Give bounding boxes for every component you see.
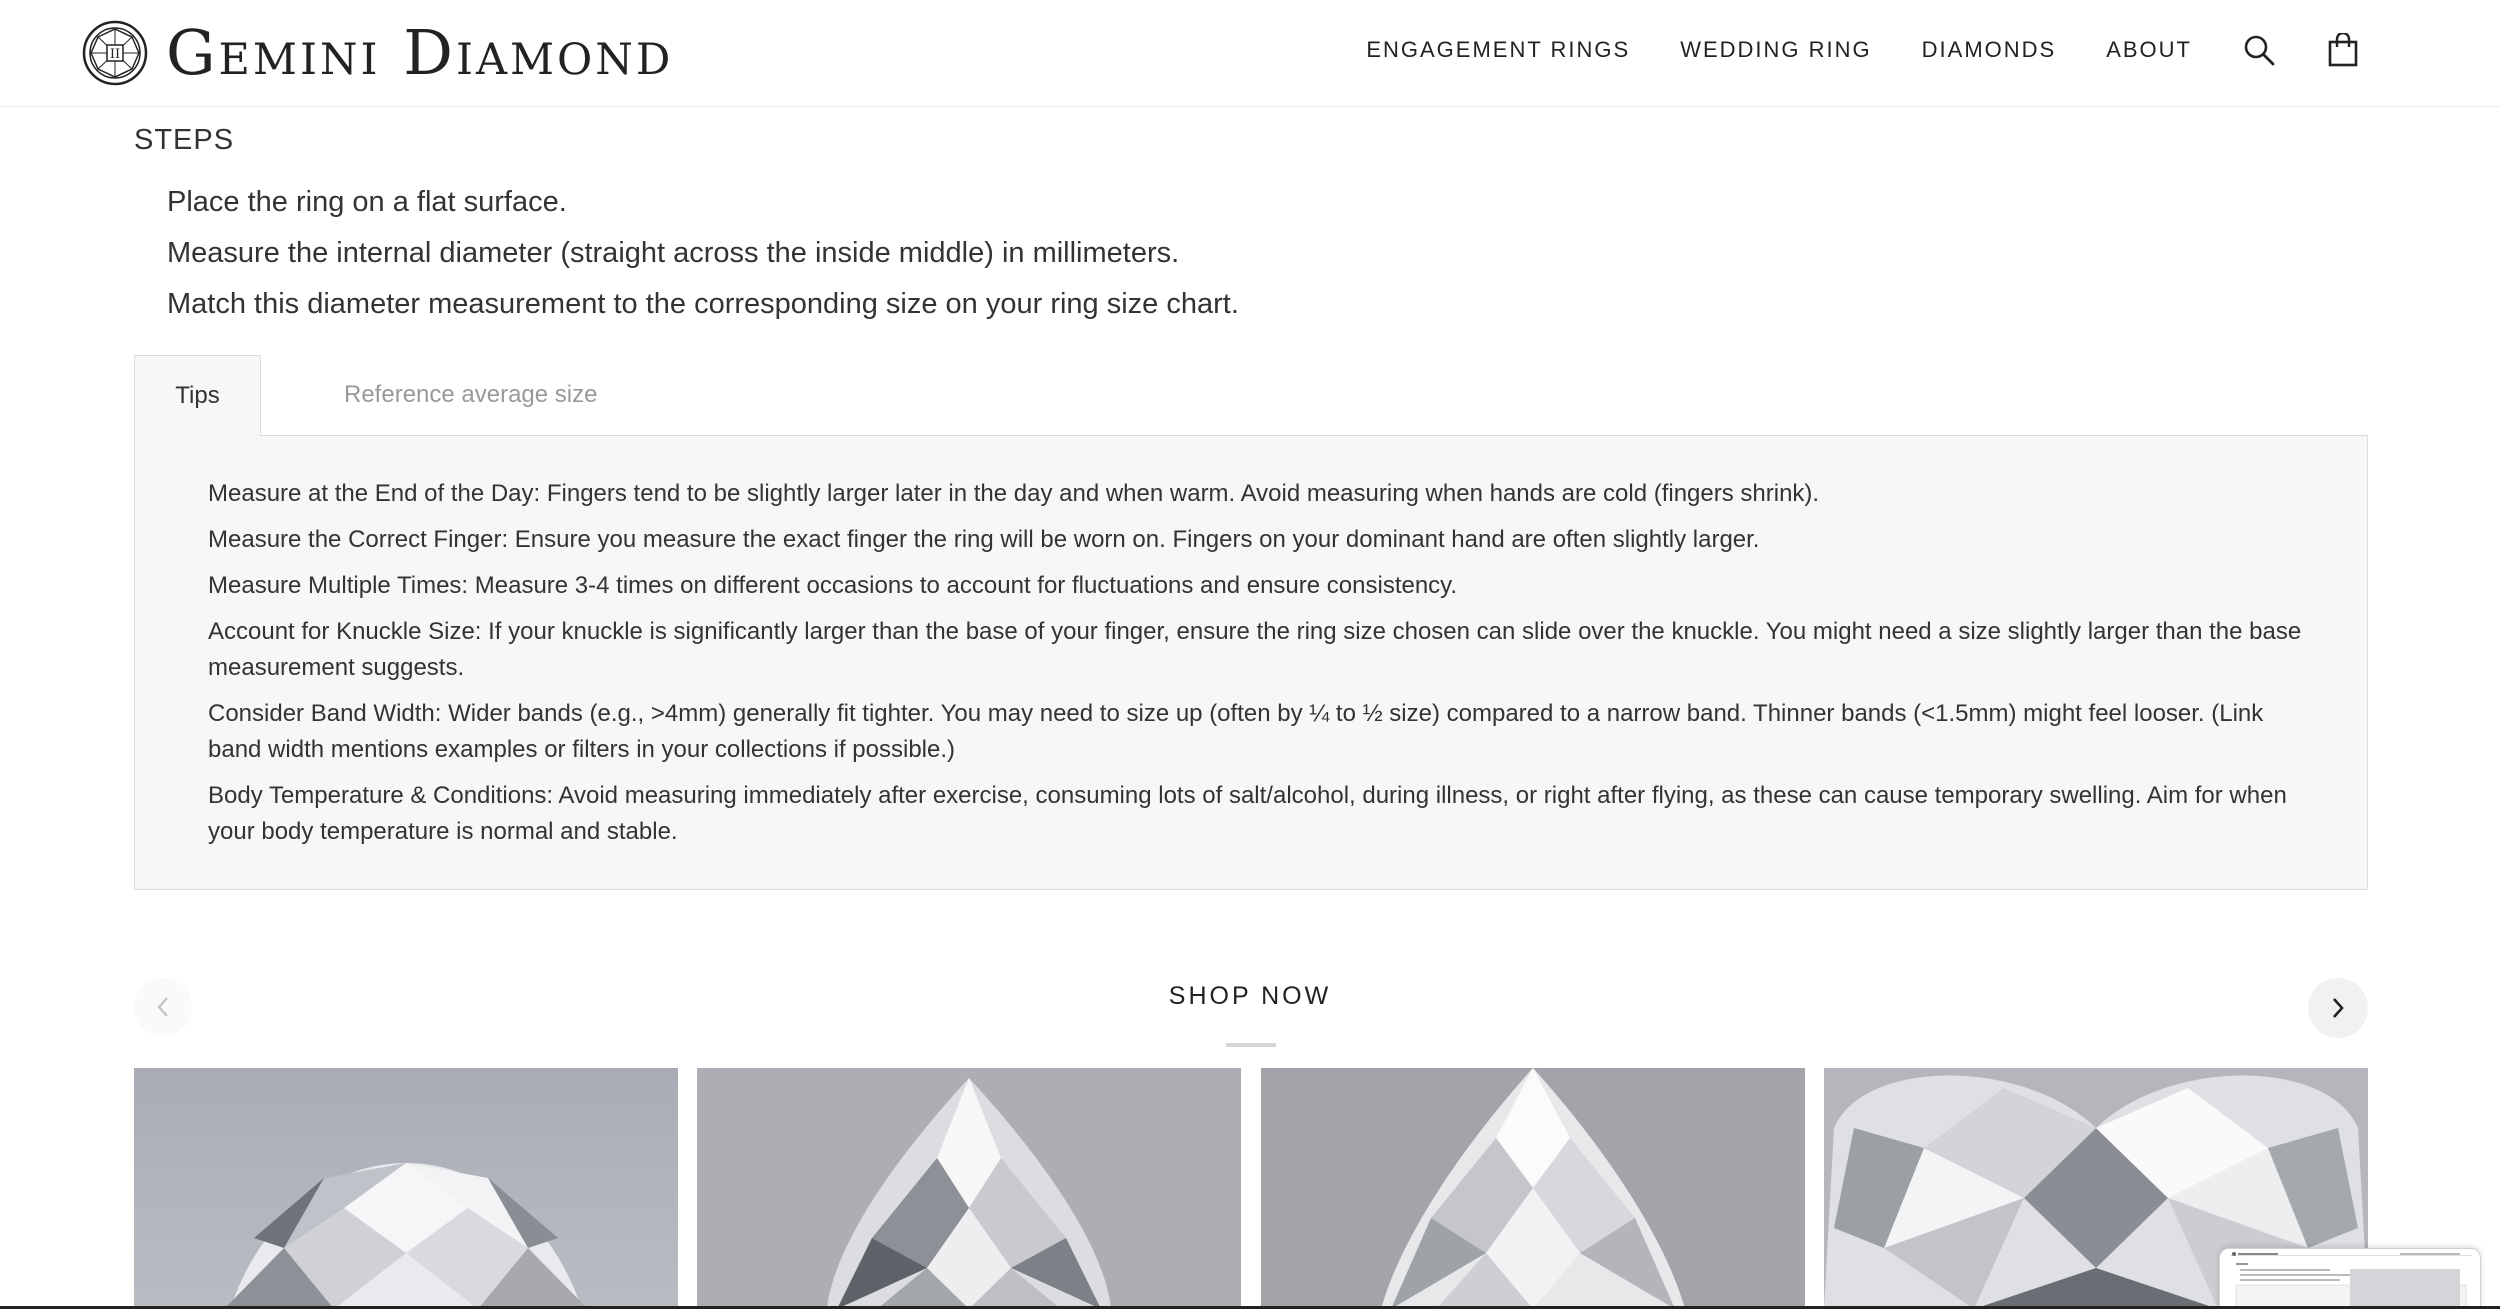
steps-list xyxy=(167,184,1239,337)
preview-thumbnail-image xyxy=(2220,1249,2481,1309)
page-preview-thumbnail[interactable] xyxy=(2219,1248,2481,1309)
step-item: Match this diameter measurement to the corresponding size on your ring size chart. xyxy=(167,288,1239,320)
tips-panel xyxy=(134,435,2368,890)
product-card-pear-diamond[interactable] xyxy=(1261,1068,1805,1309)
steps-heading: STEPS xyxy=(134,124,235,156)
carousel-prev-button[interactable] xyxy=(134,978,192,1036)
product-carousel xyxy=(134,1068,2368,1309)
product-card-marquise-diamond[interactable] xyxy=(697,1068,1241,1309)
site-header xyxy=(0,0,2500,107)
round-diamond-image xyxy=(134,1068,678,1309)
nav-wedding-ring[interactable]: WEDDING RING xyxy=(1680,37,1872,62)
step-item: Place the ring on a flat surface. xyxy=(167,186,567,218)
gemini-diamond-logo-icon xyxy=(82,20,148,86)
tip-item: Measure the Correct Finger: Ensure you measure the exact finger the ring will be worn on. Fingers on your dominant hand are often slightly larger. xyxy=(208,526,1760,553)
shop-now-heading: SHOP NOW xyxy=(1168,982,1332,1010)
tip-item: Measure Multiple Times: Measure 3-4 times on different occasions to account for fluctuations and ensure consistency. xyxy=(208,572,1458,599)
nav-about[interactable]: ABOUT xyxy=(2106,37,2192,62)
chevron-right-icon xyxy=(2329,996,2347,1020)
brand-logo[interactable] xyxy=(82,18,673,88)
shopping-bag-icon[interactable] xyxy=(2326,33,2360,67)
product-card-round-diamond[interactable] xyxy=(134,1068,678,1309)
pear-diamond-image xyxy=(1261,1068,1805,1309)
marquise-diamond-image xyxy=(697,1068,1241,1309)
nav-diamonds[interactable]: DIAMONDS xyxy=(1921,37,2057,62)
tip-item: Measure at the End of the Day: Fingers tend to be slightly larger later in the day and when warm. Avoid measuring when hands are cold (fingers shrink). xyxy=(208,480,1820,507)
tab-tips[interactable]: Tips xyxy=(134,355,261,436)
shop-now-underline xyxy=(1226,1043,1276,1047)
step-item: Measure the internal diameter (straight across the inside middle) in millimeters. xyxy=(167,237,1180,269)
brand-name: Gemini Diamond xyxy=(166,16,674,89)
carousel-next-button[interactable] xyxy=(2308,978,2368,1038)
info-tabs xyxy=(134,355,2368,435)
main-nav xyxy=(1316,30,2360,70)
tip-item: Body Temperature & Conditions: Avoid measuring immediately after exercise, consuming lots of salt/alcohol, during illness, or right after flying, as these can cause temporary swelling. Aim for when your body temperature is normal and stable. xyxy=(208,782,2287,845)
tips-list xyxy=(208,476,2308,860)
tab-reference-average-size[interactable]: Reference average size xyxy=(344,381,598,408)
search-icon[interactable] xyxy=(2242,33,2276,67)
svg-text:II: II xyxy=(109,47,121,62)
chevron-left-icon xyxy=(154,995,172,1019)
tip-item: Consider Band Width: Wider bands (e.g., >4mm) generally fit tighter. You may need to size up (often by ¼ to ½ size) compared to a narrow band. Thinner bands (<1.5mm) might feel looser. (Link band width mentions examples or filters in your collections if possible.) xyxy=(208,700,2264,763)
tip-item: Account for Knuckle Size: If your knuckle is significantly larger than the base of your finger, ensure the ring size chosen can slide over the knuckle. You might need a size slightly larger than the base measurement suggests. xyxy=(208,618,2302,681)
nav-engagement-rings[interactable]: ENGAGEMENT RINGS xyxy=(1366,37,1631,62)
